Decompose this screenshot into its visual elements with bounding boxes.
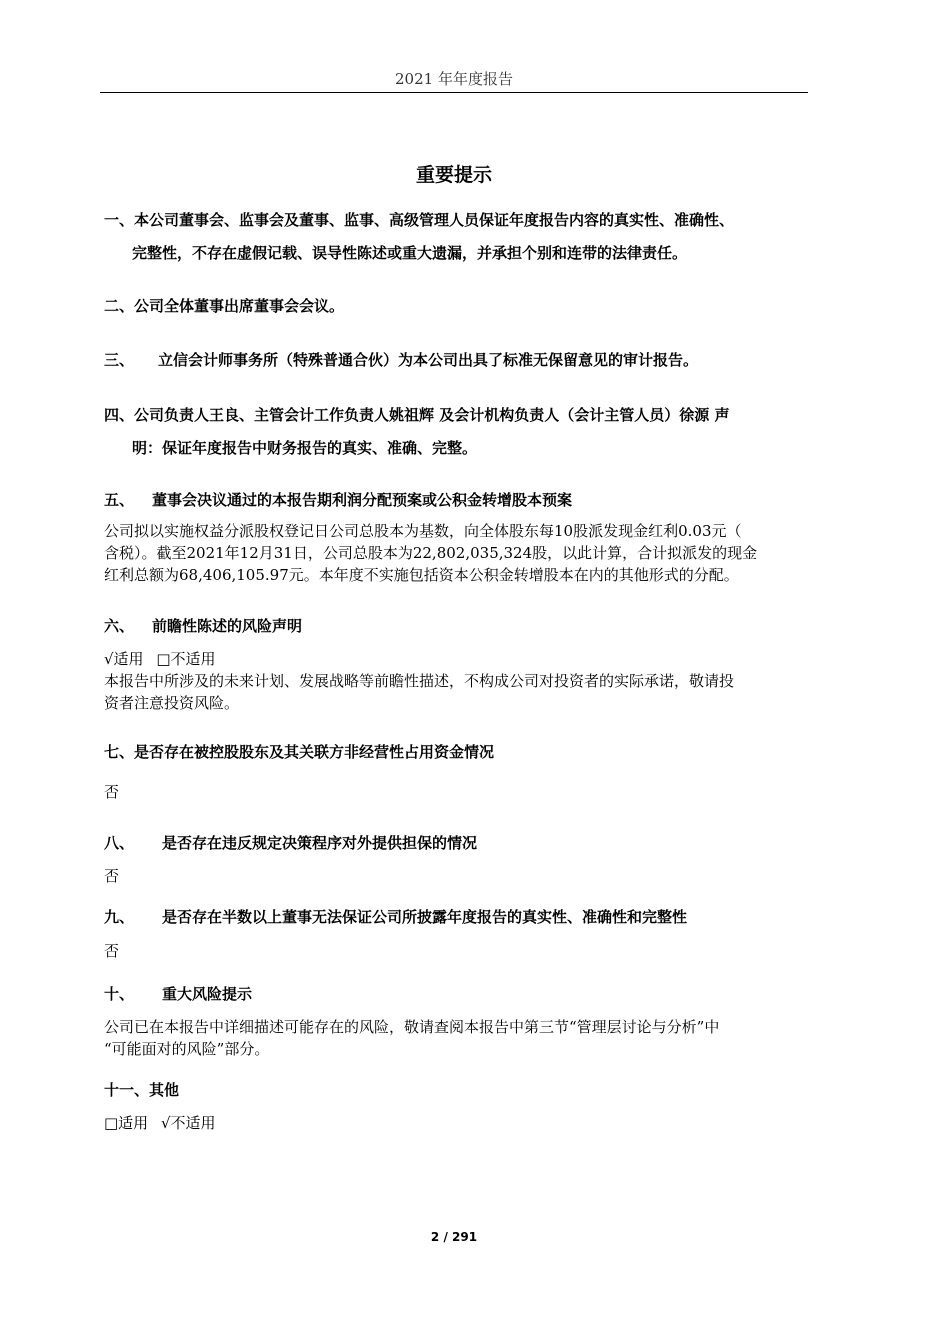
item-2 [104,294,344,318]
item-10-heading [104,982,252,1006]
item-6-heading [104,614,302,638]
item-5-heading-text: 董事会决议通过的本报告期利润分配预案或公积金转增股本预案 [152,491,573,509]
item-10-body-line-1: 公司已在本报告中详细描述可能存在的风险，敬请查阅本报告中第三节“管理层讨论与分析”中 [104,1018,720,1036]
item-6-body [104,648,810,714]
item-1-text-1: 本公司董事会、监事会及董事、监事、高级管理人员保证年度报告内容的真实性、准确性、 [134,211,735,229]
item-10-body [104,1016,810,1060]
item-5-body-line-3: 红利总额为68,406,105.97元。本年度不实施包括资本公积金转增股本在内的其他形式的分配。 [104,566,739,584]
item-6-option-not-applicable: □不适用 [156,650,216,668]
item-2-number: 二、 [104,297,135,315]
item-3-number: 三、 [104,351,135,369]
item-4-number: 四、 [104,406,135,424]
item-9-number: 九、 [104,908,135,926]
item-6-body-line-2: 资者注意投资风险。 [104,694,240,712]
item-5-heading [104,488,572,512]
running-header: 2021 年年度报告 [395,70,513,88]
item-4-text-1: 公司负责人王良、主管会计工作负责人姚祖辉 及会计机构负责人（会计主管人员）徐源 声 [134,406,730,424]
item-6-heading-text: 前瞻性陈述的风险声明 [152,617,303,635]
item-7-heading-text: 是否存在被控股股东及其关联方非经营性占用资金情况 [134,743,495,761]
page-number: 2 / 291 [430,1230,478,1244]
item-9-heading-text: 是否存在半数以上董事无法保证公司所披露年度报告的真实性、准确性和完整性 [162,908,688,926]
item-11-option-not-applicable: √不适用 [160,1114,216,1132]
item-6-options [104,648,810,670]
item-11-heading [104,1078,179,1102]
item-5-body-line-1: 公司拟以实施权益分派股权登记日公司总股本为基数，向全体股东每10股派发现金红利0.03元（ [104,522,742,540]
item-10-heading-text: 重大风险提示 [162,985,253,1003]
item-1-line-1 [104,208,734,232]
item-11-heading-text: 其他 [149,1081,180,1099]
item-2-text: 公司全体董事出席董事会会议。 [134,297,345,315]
item-8-heading [104,831,477,855]
item-3 [104,348,698,372]
item-8-heading-text: 是否存在违反规定决策程序对外提供担保的情况 [162,834,478,852]
item-6-body-line-1: 本报告中所涉及的未来计划、发展战略等前瞻性描述，不构成公司对投资者的实际承诺，敬请投 [104,672,735,690]
item-11-option-applicable: □适用 [104,1114,149,1132]
item-8-answer: 否 [104,867,120,885]
item-10-body-line-2: “可能面对的风险”部分。 [104,1040,270,1058]
item-11-number: 十一、 [104,1081,150,1099]
item-1-line-2: 完整性，不存在虚假记载、误导性陈述或重大遗漏，并承担个别和连带的法律责任。 [132,244,688,262]
item-5-body-line-2: 含税）。截至2021年12月31日，公司总股本为22,802,035,324股，以此计算，合计拟派发的现金 [104,544,758,562]
item-8-number: 八、 [104,834,135,852]
page-title: 重要提示 [415,164,492,186]
item-7-heading [104,740,494,764]
item-7-number: 七、 [104,743,135,761]
item-6-number: 六、 [104,617,135,635]
item-10-number: 十、 [104,985,135,1003]
item-6-option-applicable: √适用 [104,650,144,668]
item-9-heading [104,905,687,929]
header-rule [100,92,808,93]
item-5-body [104,520,810,586]
item-1-number: 一、 [104,211,135,229]
item-9-answer: 否 [104,942,120,960]
item-11-options [104,1112,810,1134]
item-3-text: 立信会计师事务所（特殊普通合伙）为本公司出具了标准无保留意见的审计报告。 [158,351,699,369]
item-5-number: 五、 [104,491,135,509]
item-7-answer: 否 [104,783,120,801]
item-4-line-1 [104,403,729,427]
item-4-line-2: 明：保证年度报告中财务报告的真实、准确、完整。 [132,439,478,457]
